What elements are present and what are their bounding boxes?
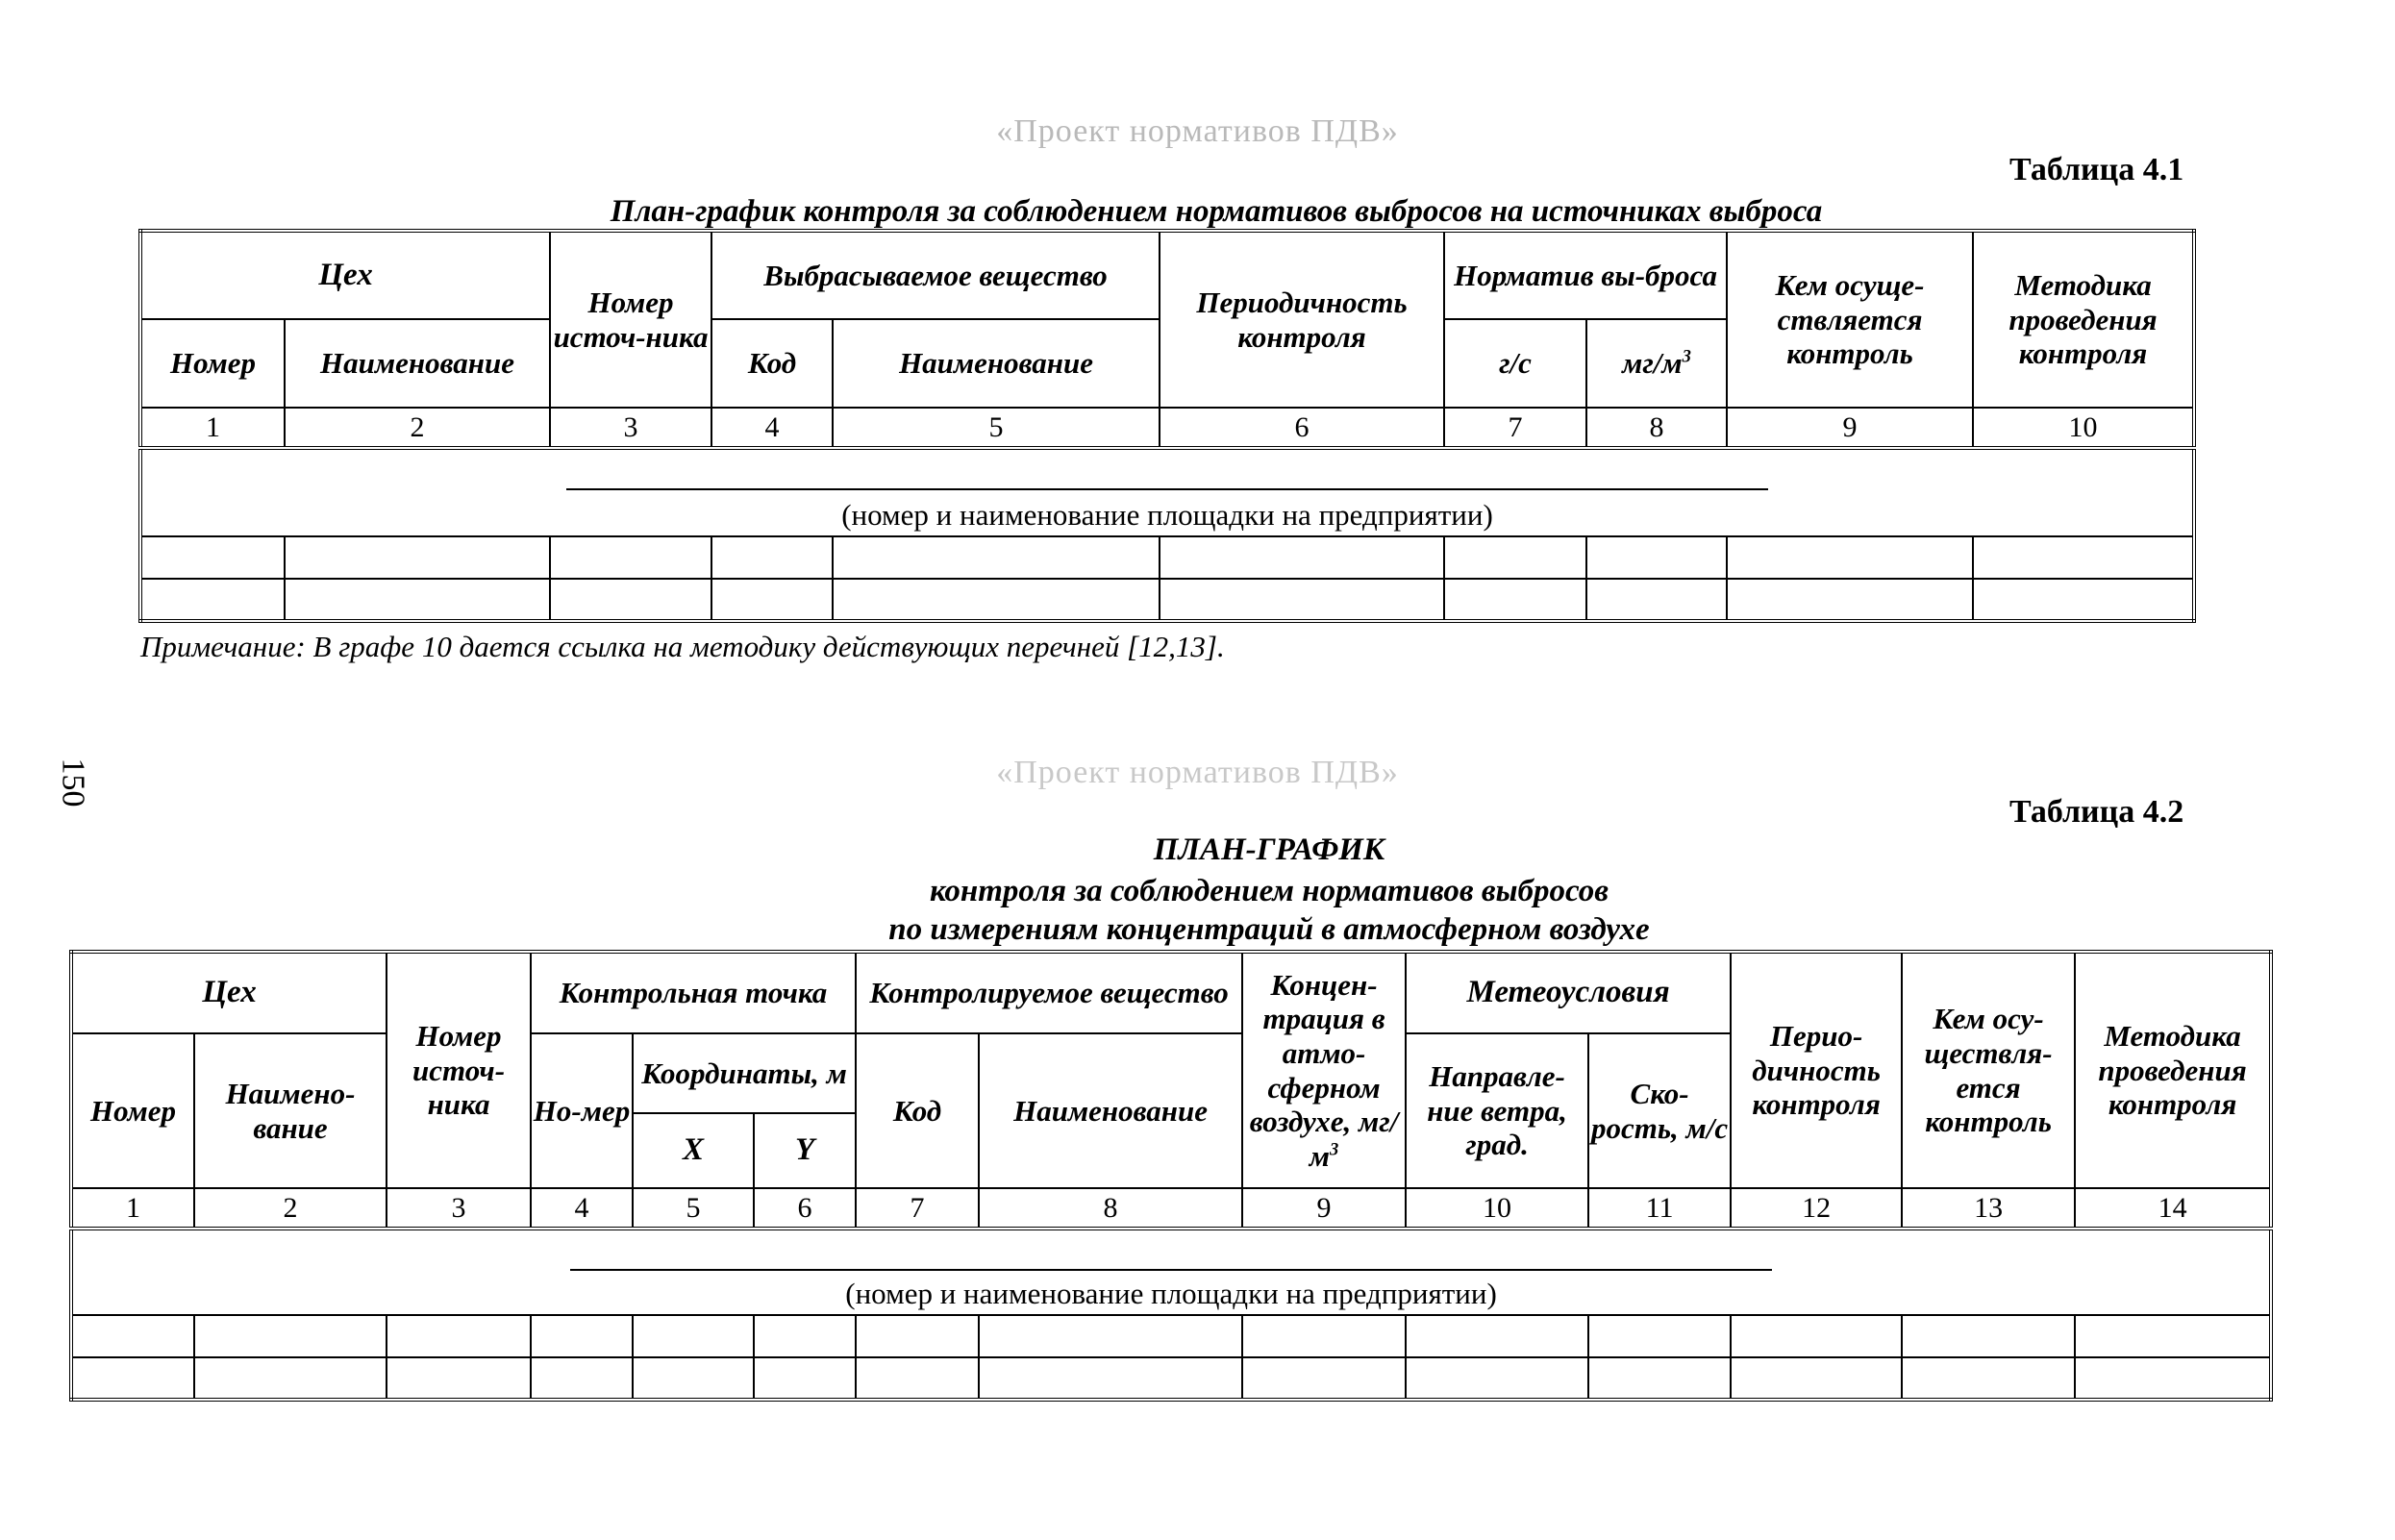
col-number: 6: [754, 1188, 856, 1229]
table-title-2-line-2: контроля за соблюдением нормативов выбросов: [929, 874, 1609, 908]
table-label-1: Таблица 4.1: [2009, 152, 2184, 187]
table-row: [71, 1357, 2271, 1400]
watermark-project-2: «Проект нормативов ПДВ»: [996, 755, 1399, 790]
table-title-1: План-график контроля за соблюдением нормативов выбросов на источниках выброса: [610, 194, 1823, 229]
header-control-point: Контрольная точка: [531, 952, 856, 1033]
header-norm: Норматив вы-броса: [1444, 231, 1727, 319]
header-kod: Код: [856, 1033, 979, 1188]
header-source-number: Номер источ-ника: [550, 231, 711, 408]
header-naimenovanie: Наимено-вание: [194, 1033, 387, 1188]
header-periodicity: Периодичность контроля: [1160, 231, 1444, 408]
site-caption: (номер и наименование площадки на предприятии): [845, 1277, 1497, 1310]
site-caption: (номер и наименование площадки на предприятии): [841, 498, 1493, 532]
header-wind-speed: Ско-рость, м/с: [1588, 1033, 1731, 1188]
header-coordinates: Координаты, м: [633, 1033, 856, 1113]
site-row: [140, 448, 2194, 536]
col-number: 4: [531, 1188, 633, 1229]
watermark-project-1: «Проект нормативов ПДВ»: [996, 113, 1399, 149]
col-number: 3: [387, 1188, 531, 1229]
note: Примечание: В графе 10 дается ссылка на методику действующих перечней [12,13].: [140, 630, 1225, 663]
header-concentration-text: Концен-трация в атмо-сферном воздухе, мг/м: [1249, 967, 1399, 1173]
header-substance: Выбрасываемое вещество: [711, 231, 1160, 319]
col-number: 10: [1973, 408, 2194, 448]
header-source-number: Номер источ-ника: [387, 952, 531, 1188]
col-number: 1: [140, 408, 285, 448]
col-number: 9: [1727, 408, 1973, 448]
header-mgm3-unit: мг/м: [1622, 346, 1683, 381]
site-row: [71, 1229, 2271, 1315]
header-kod: Код: [711, 319, 833, 408]
table-title-2-line-3: по измерениям концентраций в атмосферном воздухе: [888, 912, 1650, 947]
site-blank-line: [570, 1269, 1772, 1271]
col-number: 4: [711, 408, 833, 448]
page-number: 150: [55, 758, 91, 807]
col-number: 2: [285, 408, 550, 448]
header-method: Методика проведения контроля: [2075, 952, 2271, 1188]
col-number: 5: [633, 1188, 754, 1229]
header-method: Методика проведения контроля: [1973, 231, 2194, 408]
col-number: 7: [856, 1188, 979, 1229]
col-number: 14: [2075, 1188, 2271, 1229]
header-meteo: Метеоусловия: [1406, 952, 1731, 1033]
table-row: [140, 579, 2194, 621]
table-row: [140, 536, 2194, 579]
col-number: 11: [1588, 1188, 1731, 1229]
col-number: 10: [1406, 1188, 1588, 1229]
col-number: 8: [1586, 408, 1727, 448]
table-row: [71, 1315, 2271, 1357]
col-number: 8: [979, 1188, 1242, 1229]
header-wind-direction: Направле-ние ветра, град.: [1406, 1033, 1588, 1188]
col-number: 9: [1242, 1188, 1406, 1229]
header-y: Y: [754, 1113, 856, 1188]
header-controlled-substance: Контролируемое вещество: [856, 952, 1242, 1033]
col-number: 7: [1444, 408, 1586, 448]
header-tseh: Цех: [140, 231, 550, 319]
header-nomer: Номер: [140, 319, 285, 408]
header-naimenovanie: Наименование: [285, 319, 550, 408]
table-4-2: [69, 950, 2273, 1402]
col-number: 2: [194, 1188, 387, 1229]
col-number: 12: [1731, 1188, 1902, 1229]
header-substance-name: Наименование: [979, 1033, 1242, 1188]
col-number: 13: [1902, 1188, 2075, 1229]
header-x: X: [633, 1113, 754, 1188]
col-number: 1: [71, 1188, 194, 1229]
table-title-2-line-1: ПЛАН-ГРАФИК: [1153, 832, 1385, 867]
header-gs: г/с: [1444, 319, 1586, 408]
table-label-2: Таблица 4.2: [2009, 794, 2184, 830]
header-concentration: [1242, 952, 1406, 1188]
col-number: 3: [550, 408, 711, 448]
header-concentration-exp: 3: [1330, 1139, 1339, 1160]
header-nomer: Номер: [71, 1033, 194, 1188]
table-4-1: [138, 229, 2196, 623]
col-number: 5: [833, 408, 1160, 448]
header-mgm3: [1586, 319, 1727, 408]
header-periodicity: Перио-дичность контроля: [1731, 952, 1902, 1188]
header-point-number: Но-мер: [531, 1033, 633, 1188]
site-blank-line: [566, 488, 1768, 490]
header-who-controls: Кем осу-ществля-ется контроль: [1902, 952, 2075, 1188]
header-mgm3-exp: 3: [1682, 346, 1691, 367]
col-number: 6: [1160, 408, 1444, 448]
header-substance-name: Наименование: [833, 319, 1160, 408]
header-tseh: Цех: [71, 952, 387, 1033]
header-who-controls: Кем осуще-ствляется контроль: [1727, 231, 1973, 408]
